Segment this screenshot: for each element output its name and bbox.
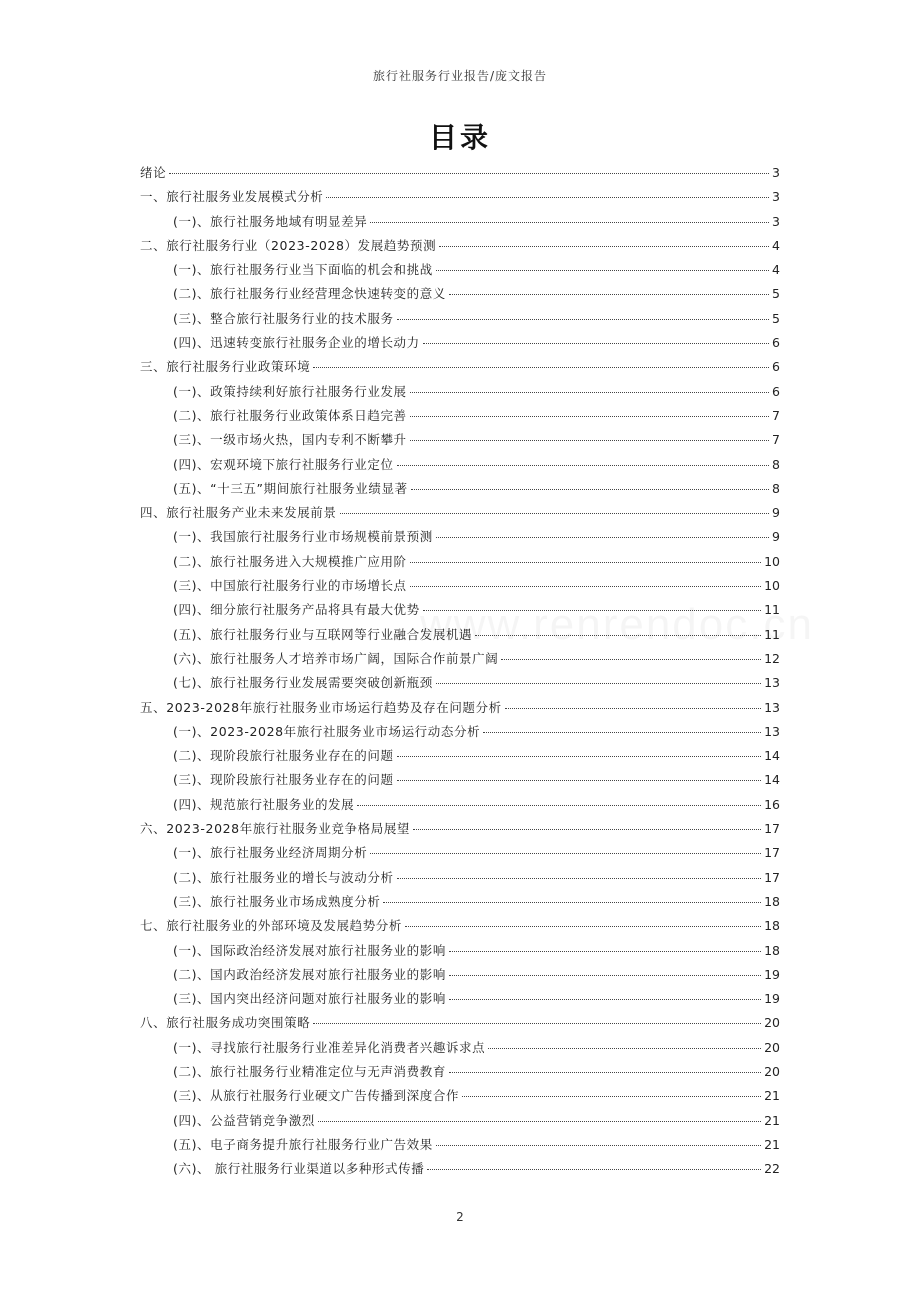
- toc-entry-page: 17: [764, 869, 780, 885]
- toc-leader-dots: [436, 270, 769, 271]
- toc-entry[interactable]: [140, 357, 780, 381]
- toc-leader-dots: [397, 465, 769, 466]
- toc-leader-dots: [397, 878, 762, 879]
- toc-entry[interactable]: [140, 406, 780, 430]
- toc-entry-page: 7: [772, 432, 780, 448]
- toc-entry[interactable]: [140, 236, 780, 260]
- toc-leader-dots: [436, 1145, 761, 1146]
- page-number: 2: [456, 1210, 464, 1224]
- toc-entry-page: 20: [764, 1015, 780, 1031]
- toc-entry-page: 18: [764, 893, 780, 909]
- toc-entry-page: 3: [772, 213, 780, 229]
- toc-leader-dots: [505, 708, 761, 709]
- toc-entry-page: 7: [772, 407, 780, 423]
- toc-leader-dots: [397, 780, 762, 781]
- toc-leader-dots: [449, 951, 761, 952]
- toc-leader-dots: [449, 1072, 761, 1073]
- toc-entry-page: 20: [764, 1039, 780, 1055]
- toc-entry[interactable]: [140, 284, 780, 308]
- toc-entry-page: 13: [764, 699, 780, 715]
- toc-entry-label: 三、旅行社服务行业政策环境: [140, 359, 311, 375]
- toc-entry[interactable]: [140, 382, 780, 406]
- toc-entry-page: 14: [764, 748, 780, 764]
- toc-entry-label: (二)、旅行社服务业的增长与波动分析: [173, 869, 394, 885]
- toc-entry-page: 11: [764, 626, 780, 642]
- toc-entry[interactable]: [140, 722, 780, 746]
- toc-leader-dots: [449, 999, 761, 1000]
- toc-leader-dots: [411, 489, 769, 490]
- toc-entry-label: (五)、“十三五”期间旅行社服务业绩显著: [173, 480, 408, 496]
- toc-entry-page: 18: [764, 942, 780, 958]
- toc-entry-page: 3: [772, 189, 780, 205]
- toc-entry[interactable]: [140, 795, 780, 819]
- toc-entry[interactable]: [140, 576, 780, 600]
- toc-entry[interactable]: [140, 600, 780, 624]
- toc-entry-label: (三)、中国旅行社服务行业的市场增长点: [173, 578, 407, 594]
- toc-entry-page: 21: [764, 1136, 780, 1152]
- toc-entry[interactable]: [140, 1086, 780, 1110]
- toc-entry[interactable]: [140, 843, 780, 867]
- toc-leader-dots: [462, 1096, 761, 1097]
- toc-leader-dots: [318, 1121, 761, 1122]
- toc-entry[interactable]: [140, 187, 780, 211]
- toc-entry-label: (一)、我国旅行社服务行业市场规模前景预测: [173, 529, 433, 545]
- toc-leader-dots: [449, 975, 761, 976]
- toc-entry[interactable]: [140, 1038, 780, 1062]
- toc-entry[interactable]: [140, 527, 780, 551]
- toc-leader-dots: [488, 1048, 761, 1049]
- toc-entry[interactable]: [140, 989, 780, 1013]
- toc-entry-label: 八、旅行社服务成功突围策略: [140, 1015, 311, 1031]
- toc-entry[interactable]: [140, 965, 780, 989]
- toc-entry-label: (六)、旅行社服务人才培养市场广阔，国际合作前景广阔: [173, 650, 499, 666]
- toc-leader-dots: [410, 392, 769, 393]
- toc-leader-dots: [501, 659, 761, 660]
- toc-entry-label: (二)、旅行社服务行业经营理念快速转变的意义: [173, 286, 446, 302]
- toc-entry-page: 21: [764, 1088, 780, 1104]
- toc-entry[interactable]: [140, 1159, 780, 1183]
- toc-entry-page: 9: [772, 529, 780, 545]
- toc-entry-label: (四)、细分旅行社服务产品将具有最大优势: [173, 602, 420, 618]
- toc-entry-label: 二、旅行社服务行业（2023-2028）发展趋势预测: [140, 237, 437, 253]
- toc-entry[interactable]: [140, 552, 780, 576]
- toc-leader-dots: [313, 1023, 761, 1024]
- toc-entry-page: 6: [772, 383, 780, 399]
- toc-entry-label: (五)、电子商务提升旅行社服务行业广告效果: [173, 1136, 433, 1152]
- toc-entry-label: (三)、从旅行社服务行业硬文广告传播到深度合作: [173, 1088, 460, 1104]
- toc-leader-dots: [439, 246, 769, 247]
- toc-entry-label: (三)、旅行社服务业市场成熟度分析: [173, 893, 381, 909]
- toc-leader-dots: [405, 926, 761, 927]
- toc-entry[interactable]: [140, 1135, 780, 1159]
- toc-entry-page: 13: [764, 675, 780, 691]
- toc-entry-label: (一)、旅行社服务地域有明显差异: [173, 213, 368, 229]
- toc-leader-dots: [383, 902, 761, 903]
- toc-entry-label: (三)、现阶段旅行社服务业存在的问题: [173, 772, 394, 788]
- toc-leader-dots: [313, 367, 769, 368]
- page-header: 旅行社服务行业报告/庞文报告: [372, 69, 548, 83]
- toc-entry-label: (一)、寻找旅行社服务行业准差异化消费者兴趣诉求点: [173, 1039, 486, 1055]
- toc-entry-page: 3: [772, 165, 780, 180]
- toc-entry-label: 六、2023-2028年旅行社服务业竞争格局展望: [140, 821, 411, 837]
- toc-entry-label: (三)、国内突出经济问题对旅行社服务业的影响: [173, 991, 446, 1007]
- toc-entry-label: (一)、旅行社服务业经济周期分析: [173, 845, 368, 861]
- toc-entry-page: 10: [764, 578, 780, 594]
- toc-entry-page: 5: [772, 310, 780, 326]
- toc-leader-dots: [370, 853, 761, 854]
- toc-entry-label: (二)、旅行社服务进入大规模推广应用阶: [173, 553, 407, 569]
- toc-entry[interactable]: [140, 430, 780, 454]
- toc-entry-label: (四)、迅速转变旅行社服务企业的增长动力: [173, 335, 420, 351]
- toc-entry-page: 16: [764, 796, 780, 812]
- page-title: 目录: [428, 121, 491, 154]
- toc-leader-dots: [423, 343, 769, 344]
- toc-entry-label: (四)、宏观环境下旅行社服务行业定位: [173, 456, 394, 472]
- toc-entry-page: 14: [764, 772, 780, 788]
- toc-entry[interactable]: [140, 163, 780, 187]
- toc-leader-dots: [483, 732, 761, 733]
- toc-entry-page: 12: [764, 650, 780, 666]
- toc-entry[interactable]: [140, 698, 780, 722]
- toc-entry[interactable]: [140, 333, 780, 357]
- toc-leader-dots: [410, 586, 761, 587]
- toc-entry-label: (五)、旅行社服务行业与互联网等行业融合发展机遇: [173, 626, 473, 642]
- toc-entry-page: 9: [772, 505, 780, 521]
- toc-leader-dots: [370, 222, 769, 223]
- toc-entry-label: 七、旅行社服务业的外部环境及发展趋势分析: [140, 918, 403, 934]
- toc-entry-label: (二)、旅行社服务行业精准定位与无声消费教育: [173, 1063, 446, 1079]
- toc-entry-page: 6: [772, 335, 780, 351]
- toc-entry[interactable]: [140, 260, 780, 284]
- toc-entry-page: 13: [764, 723, 780, 739]
- toc-leader-dots: [397, 756, 762, 757]
- toc-leader-dots: [427, 1169, 761, 1170]
- toc-entry-page: 17: [764, 845, 780, 861]
- toc-entry-label: (四)、规范旅行社服务业的发展: [173, 796, 355, 812]
- toc-entry[interactable]: [140, 941, 780, 965]
- toc-entry-page: 8: [772, 456, 780, 472]
- toc-entry-page: 10: [764, 553, 780, 569]
- toc-leader-dots: [340, 513, 770, 514]
- toc-entry-label: (一)、2023-2028年旅行社服务业市场运行动态分析: [173, 723, 481, 739]
- toc-entry-label: (六)、 旅行社服务行业渠道以多种形式传播: [173, 1161, 425, 1177]
- toc-entry[interactable]: [140, 479, 780, 503]
- toc-entry-label: (四)、公益营销竞争激烈: [173, 1112, 315, 1128]
- toc-entry-page: 19: [764, 991, 780, 1007]
- toc-entry[interactable]: [140, 503, 780, 527]
- toc-entry-page: 17: [764, 821, 780, 837]
- toc-entry-page: 4: [772, 262, 780, 278]
- toc-leader-dots: [410, 416, 769, 417]
- toc-leader-dots: [357, 805, 761, 806]
- toc-entry[interactable]: [140, 1062, 780, 1086]
- toc-entry-page: 6: [772, 359, 780, 375]
- toc-entry-label: (七)、旅行社服务行业发展需要突破创新瓶颈: [173, 675, 433, 691]
- toc-entry-page: 4: [772, 237, 780, 253]
- toc-entry-label: (一)、政策持续利好旅行社服务行业发展: [173, 383, 407, 399]
- toc-entry[interactable]: [140, 673, 780, 697]
- toc-entry-page: 8: [772, 480, 780, 496]
- toc-entry-label: 一、旅行社服务业发展模式分析: [140, 189, 324, 205]
- table-of-contents: [140, 163, 780, 1183]
- toc-entry[interactable]: [140, 625, 780, 649]
- toc-entry-label: 绪论: [140, 165, 167, 180]
- toc-entry-label: 五、2023-2028年旅行社服务业市场运行趋势及存在问题分析: [140, 699, 502, 715]
- toc-entry[interactable]: [140, 309, 780, 333]
- toc-entry-label: (三)、整合旅行社服务行业的技术服务: [173, 310, 394, 326]
- toc-entry-page: 21: [764, 1112, 780, 1128]
- toc-leader-dots: [326, 197, 769, 198]
- toc-leader-dots: [169, 173, 769, 174]
- toc-entry-label: (二)、旅行社服务行业政策体系日趋完善: [173, 407, 407, 423]
- toc-leader-dots: [423, 610, 761, 611]
- toc-leader-dots: [410, 440, 769, 441]
- toc-entry-label: (三)、一级市场火热，国内专利不断攀升: [173, 432, 407, 448]
- toc-entry[interactable]: [140, 746, 780, 770]
- toc-entry-label: (二)、国内政治经济发展对旅行社服务业的影响: [173, 966, 446, 982]
- toc-entry[interactable]: [140, 770, 780, 794]
- toc-entry[interactable]: [140, 649, 780, 673]
- toc-entry[interactable]: [140, 212, 780, 236]
- toc-entry[interactable]: [140, 892, 780, 916]
- toc-entry[interactable]: [140, 1111, 780, 1135]
- toc-entry-page: 5: [772, 286, 780, 302]
- toc-entry-page: 19: [764, 966, 780, 982]
- toc-leader-dots: [449, 294, 769, 295]
- toc-entry[interactable]: [140, 1013, 780, 1037]
- toc-leader-dots: [397, 319, 769, 320]
- toc-entry-page: 11: [764, 602, 780, 618]
- toc-entry[interactable]: [140, 819, 780, 843]
- toc-leader-dots: [436, 537, 769, 538]
- toc-entry[interactable]: [140, 868, 780, 892]
- toc-entry[interactable]: [140, 916, 780, 940]
- toc-leader-dots: [413, 829, 761, 830]
- toc-entry-label: (二)、现阶段旅行社服务业存在的问题: [173, 748, 394, 764]
- toc-entry-label: (一)、国际政治经济发展对旅行社服务业的影响: [173, 942, 446, 958]
- toc-entry-page: 22: [764, 1161, 780, 1177]
- toc-entry-page: 20: [764, 1063, 780, 1079]
- toc-entry-label: 四、旅行社服务产业未来发展前景: [140, 505, 337, 521]
- toc-leader-dots: [410, 562, 761, 563]
- toc-entry-label: (一)、旅行社服务行业当下面临的机会和挑战: [173, 262, 433, 278]
- toc-entry[interactable]: [140, 455, 780, 479]
- toc-leader-dots: [475, 635, 761, 636]
- toc-leader-dots: [436, 683, 761, 684]
- toc-entry-page: 18: [764, 918, 780, 934]
